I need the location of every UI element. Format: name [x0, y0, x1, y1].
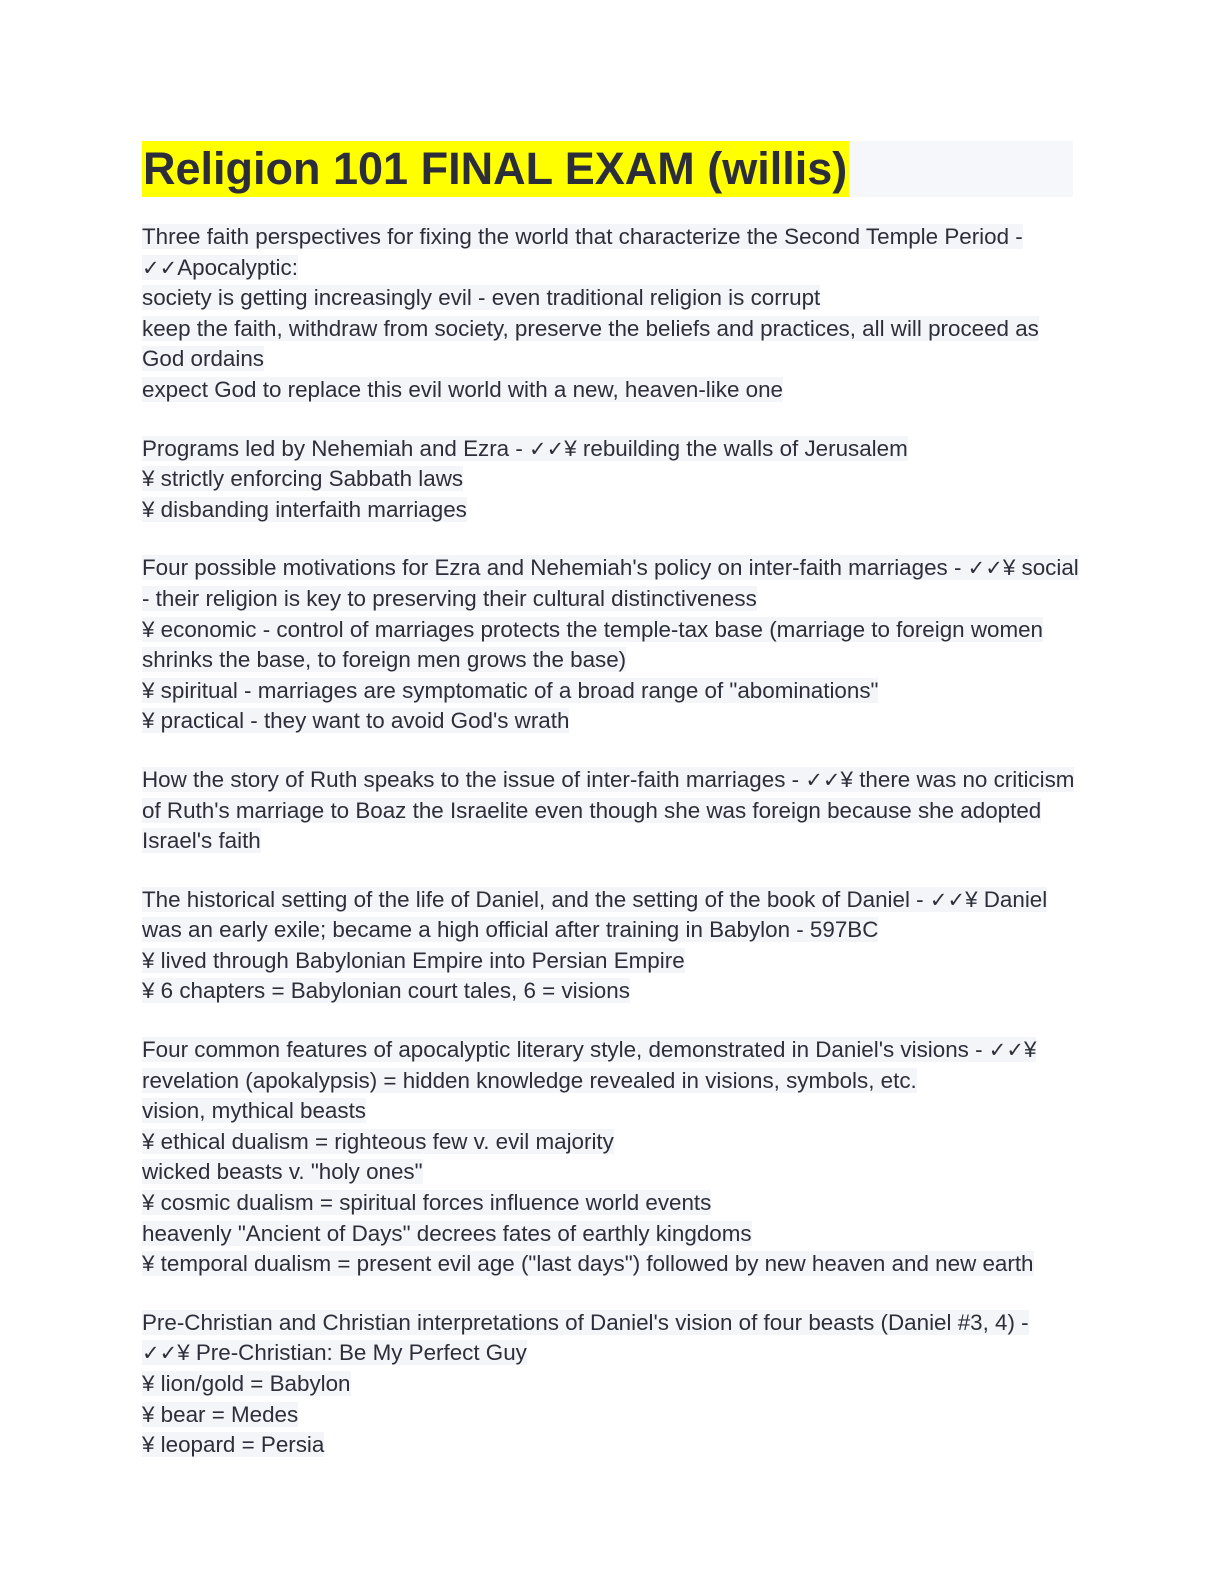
answer-line-text: ¥ practical - they want to avoid God's wrath: [142, 708, 570, 734]
check-mark-icon: ✓✓: [967, 556, 1003, 581]
flashcard-list: [142, 223, 1082, 1462]
flashcard-item: [142, 766, 1082, 858]
answer-line: [142, 707, 1082, 738]
answer-line-text: ¥ 6 chapters = Babylonian court tales, 6 = visions: [142, 978, 630, 1004]
flashcard-item: [142, 223, 1082, 407]
check-mark-icon: ✓✓: [142, 1341, 178, 1366]
answer-line-text: ¥ ethical dualism = righteous few v. evil majority: [142, 1128, 614, 1154]
question-answer-text: [142, 1310, 1029, 1366]
question-line: [142, 1309, 1082, 1370]
check-mark-icon: ✓✓: [988, 1038, 1024, 1063]
answer-line: [142, 1220, 1082, 1251]
question-line: [142, 886, 1082, 947]
check-mark-icon: ✓✓: [142, 255, 178, 280]
question-line: [142, 223, 1082, 284]
question-text: Programs led by Nehemiah and Ezra -: [142, 435, 530, 461]
answer-text: ¥ Pre-Christian: Be My Perfect Guy: [177, 1340, 527, 1366]
answer-line-text: ¥ bear = Medes: [142, 1401, 299, 1427]
answer-line: [142, 465, 1082, 496]
flashcard-item: [142, 886, 1082, 1008]
answer-line: [142, 1370, 1082, 1401]
answer-line-text: keep the faith, withdraw from society, preserve the beliefs and practices, all will proceed as God ordains: [142, 315, 1039, 372]
answer-line-text: wicked beasts v. "holy ones": [142, 1159, 423, 1185]
answer-line-text: ¥ spiritual - marriages are symptomatic of a broad range of "abominations": [142, 677, 879, 703]
answer-line: [142, 1128, 1082, 1159]
question-answer-text: [142, 767, 1074, 853]
answer-line: [142, 1431, 1082, 1462]
flashcard-item: [142, 435, 1082, 527]
question-answer-text: [142, 224, 1023, 280]
question-text: Four common features of apocalyptic literary style, demonstrated in Daniel's visions -: [142, 1037, 989, 1063]
answer-line-text: vision, mythical beasts: [142, 1098, 366, 1124]
flashcard-item: [142, 1309, 1082, 1462]
answer-text: Apocalyptic:: [177, 254, 298, 280]
check-mark-icon: ✓✓: [929, 887, 966, 912]
answer-line: [142, 616, 1082, 677]
answer-line-text: expect God to replace this evil world with a new, heaven-like one: [142, 376, 783, 402]
answer-line-text: heavenly "Ancient of Days" decrees fates of earthly kingdoms: [142, 1220, 752, 1246]
question-text: Three faith perspectives for fixing the world that characterize the Second Temple Period -: [142, 224, 1023, 249]
answer-line: [142, 677, 1082, 708]
answer-text: ¥ rebuilding the walls of Jerusalem: [564, 435, 908, 461]
check-mark-icon: ✓✓: [529, 436, 565, 461]
answer-line-text: ¥ disbanding interfaith marriages: [142, 496, 467, 522]
question-answer-text: [142, 436, 908, 461]
question-line: [142, 554, 1082, 615]
answer-text: ¥ Daniel was an early exile; became a high official after training in Babylon - 597BC: [142, 886, 1048, 943]
answer-line: [142, 1189, 1082, 1220]
question-line: [142, 435, 1082, 466]
question-text: Four possible motivations for Ezra and Nehemiah's policy on inter-faith marriages -: [142, 555, 968, 581]
question-answer-text: [142, 887, 1047, 943]
answer-line: [142, 1250, 1082, 1281]
question-answer-text: [142, 555, 1079, 611]
answer-line-text: ¥ strictly enforcing Sabbath laws: [142, 466, 464, 492]
answer-line: [142, 1158, 1082, 1189]
answer-line: [142, 496, 1082, 527]
question-answer-text: [142, 1037, 1036, 1093]
answer-line: [142, 376, 1082, 407]
answer-line: [142, 1097, 1082, 1128]
answer-line-text: ¥ economic - control of marriages protects the temple-tax base (marriage to foreign women shrinks the base, to foreign men grows the base): [142, 616, 1044, 673]
answer-line: [142, 315, 1082, 376]
title-bar: [142, 141, 1073, 197]
answer-line-text: ¥ leopard = Persia: [142, 1432, 325, 1458]
answer-text: ¥ revelation (apokalypsis) = hidden knowledge revealed in visions, symbols, etc.: [142, 1037, 1037, 1093]
question-line: [142, 1036, 1082, 1097]
answer-text: ¥ social - their religion is key to preserving their cultural distinctiveness: [142, 555, 1079, 611]
answer-line-text: society is getting increasingly evil - even traditional religion is corrupt: [142, 285, 821, 311]
question-text: Pre-Christian and Christian interpretations of Daniel's vision of four beasts (Daniel #3, 4) -: [142, 1309, 1029, 1335]
answer-line-text: ¥ lived through Babylonian Empire into Persian Empire: [142, 947, 685, 973]
question-line: [142, 766, 1082, 858]
question-text: How the story of Ruth speaks to the issue of inter-faith marriages -: [142, 766, 806, 792]
flashcard-item: [142, 554, 1082, 738]
answer-line-text: ¥ cosmic dualism = spiritual forces influence world events: [142, 1190, 712, 1216]
check-mark-icon: ✓✓: [805, 767, 841, 792]
answer-text: ¥ there was no criticism of Ruth's marriage to Boaz the Israelite even though she was foreign because she adopted Israel's faith: [142, 766, 1075, 854]
document-page: [142, 141, 1082, 1490]
flashcard-item: [142, 1036, 1082, 1281]
answer-line: [142, 977, 1082, 1008]
answer-line: [142, 284, 1082, 315]
document-title: Religion 101 FINAL EXAM (willis): [142, 141, 849, 197]
answer-line-text: ¥ lion/gold = Babylon: [142, 1371, 351, 1396]
answer-line: [142, 947, 1082, 978]
question-text: The historical setting of the life of Daniel, and the setting of the book of Daniel -: [142, 886, 930, 912]
answer-line-text: ¥ temporal dualism = present evil age ("last days") followed by new heaven and new earth: [142, 1251, 1034, 1277]
answer-line: [142, 1401, 1082, 1432]
